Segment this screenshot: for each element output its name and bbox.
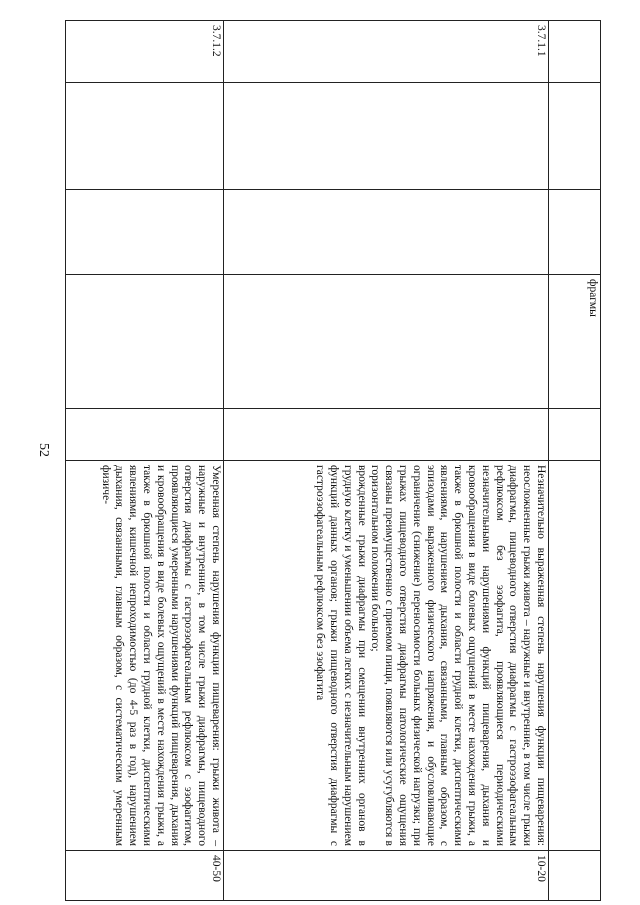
cell-empty — [549, 409, 601, 461]
cell-empty — [224, 190, 549, 275]
table-row-continuation — [549, 21, 601, 901]
cell-empty — [66, 275, 224, 409]
row-code: 3.7.1.1 — [224, 21, 549, 83]
description-paragraph: врожденные грыжи диафрагмы при смещении внутренних органов в грудную клетку и уменьшении объема легких с незначительным нарушением функций данных органов; грыжи пищеводного отверстия диафрагмы с гастроэзофагеальным рефлюксом без эзофагита — [314, 465, 368, 846]
row-description — [224, 461, 549, 851]
table-row — [66, 21, 224, 901]
cell-empty — [66, 190, 224, 275]
cell-empty — [66, 83, 224, 190]
table-row — [224, 21, 549, 901]
description-paragraph: Умеренная степень нарушения функции пищеварения: грыжи живота – наружные и внутренние, в том числе грыжи диафрагмы, пищеводного отверстия диафрагмы с гастроэзофагеальным рефлюксом с эзофагитом, проявляющиеся умеренными нарушениями функций пищеварения, дыхания и кровообращения в виде болевых ощущений в месте нахождения грыжи, а также в брюшной полости и области грудной клетки, диспептическими явлениями, кишечной непроходимостью (до 4-5 раз в год), нарушением дыхания, связанными, главным образом, с систематическим умеренным физиче- — [99, 465, 222, 846]
cell-empty — [549, 190, 601, 275]
description-paragraph: Незначительно выраженная степень нарушения функции пищеварения: неосложненные грыжи живота – наружные и внутренние, в том числе грыжи диафрагмы, пищеводного отверстия диафрагмы с гастроэзофагеальным рефлюксом без эзофагита, проявляющиеся периодическими незначительными нарушениями функций пищеварения, дыхания и кровообращения в виде болевых ощущений в месте нахождения грыжи, а также в брюшной полости и области грудной клетки, диспептическими явлениями, нарушением дыхания, связанными, главным образом, с эпизодами выраженного физического напряжения, и обусловливающие ограничение (снижение) переносимости больных физической нагрузки; при грыжах пищеводного отверстия диафрагмы патологические ощущения связаны преимущественно с приемом пищи, появляются или усугубляются в горизонтальном положении больного; — [369, 465, 547, 846]
row-percent: 40-50 — [66, 851, 224, 901]
cell-empty — [224, 409, 549, 461]
cell-carry-text — [549, 275, 601, 409]
classification-table — [65, 20, 601, 901]
cell-empty — [549, 851, 601, 901]
cell-empty — [549, 83, 601, 190]
cell-empty — [224, 83, 549, 190]
cell-empty — [549, 21, 601, 83]
row-description — [66, 461, 224, 851]
carry-text: фрагмы — [587, 279, 599, 317]
page-number: 52 — [36, 443, 51, 457]
cell-empty — [66, 409, 224, 461]
cell-empty — [549, 461, 601, 851]
cell-empty — [224, 275, 549, 409]
table-container — [66, 20, 601, 900]
rotated-table-frame — [66, 20, 601, 900]
row-percent: 10-20 — [224, 851, 549, 901]
row-code: 3.7.1.2 — [66, 21, 224, 83]
